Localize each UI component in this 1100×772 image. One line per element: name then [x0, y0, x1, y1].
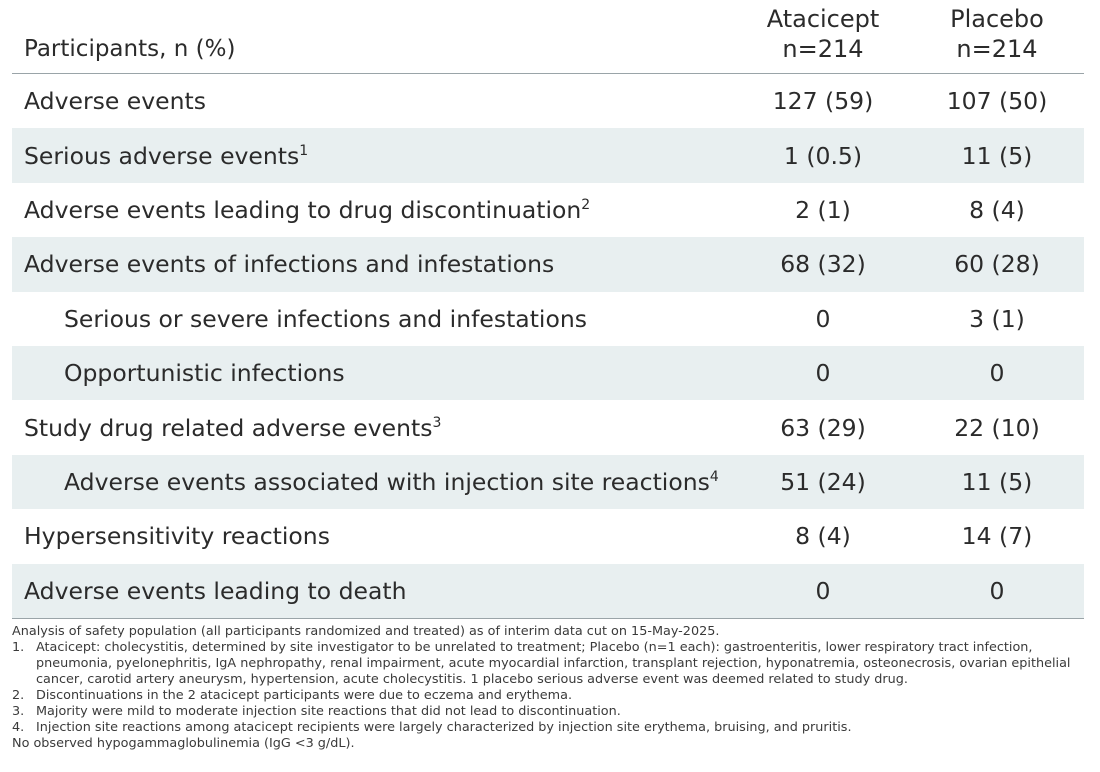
placebo-value: 107 (50): [946, 87, 1048, 116]
column-header-placebo: [912, 4, 1082, 64]
row-label: Serious adverse events$^1$: [24, 141, 309, 170]
column-name: Atacicept: [766, 5, 880, 33]
atacicept-value: 0: [815, 576, 831, 605]
atacicept-value: 51 (24): [780, 467, 866, 496]
column-n: n=214: [782, 35, 864, 63]
placebo-value: 60 (28): [954, 250, 1040, 279]
row-label: Opportunistic infections: [64, 359, 345, 388]
table-row: [12, 400, 1084, 454]
footnote-ref: 1: [299, 142, 309, 159]
footnote-item: [12, 720, 1088, 736]
atacicept-value: 0: [815, 359, 831, 388]
header-label: Participants, n (%): [24, 36, 236, 62]
footnote-ref: 4: [709, 469, 719, 486]
table-header: [12, 0, 1084, 74]
placebo-value: 22 (10): [954, 413, 1040, 442]
row-label: Serious or severe infections and infestations: [64, 304, 587, 333]
table-row: [12, 346, 1084, 400]
column-n: n=214: [956, 35, 1038, 63]
table-row: [12, 128, 1084, 182]
row-label: Hypersensitivity reactions: [24, 522, 330, 551]
placebo-value: 14 (7): [961, 522, 1033, 551]
footnote-number: 1.: [12, 640, 25, 655]
footnote-number: 2.: [12, 688, 25, 703]
column-header-atacicept: [738, 4, 908, 64]
placebo-value: 0: [989, 576, 1005, 605]
notes-outro: No observed hypogammaglobulinemia (IgG <3 g/dL).: [12, 736, 355, 751]
atacicept-value: 63 (29): [780, 413, 866, 442]
table-row: [12, 292, 1084, 346]
footnote-ref: 3: [432, 414, 442, 431]
footnote-item: [12, 704, 1088, 720]
placebo-value: 8 (4): [969, 195, 1025, 224]
table-bottom-rule: [12, 618, 1084, 619]
footnote-text: Injection site reactions among atacicept recipients were largely characterized by injection site erythema, bruising, and pruritis.: [36, 720, 852, 735]
column-name: Placebo: [950, 5, 1044, 33]
row-label: Adverse events: [24, 87, 206, 116]
placebo-value: 0: [989, 359, 1005, 388]
table-row: [12, 74, 1084, 128]
footnote-text: Atacicept: cholecystitis, determined by site investigator to be unrelated to treatment; Placebo (n=1 each): gastroenteritis, lower respiratory tract infection, pneumonia, pyelonephritis, IgA nephropathy, renal impairment, acute myocardial infarction, transplant rejection, hyponatremia, osteonecrosis, ovarian epithelial cancer, carotid artery aneurysm, hypertension, acute cholecystitis. 1 placebo serious adverse event was deemed related to study drug.: [36, 640, 1071, 687]
atacicept-value: 8 (4): [795, 522, 851, 551]
table-row: [12, 183, 1084, 237]
footnote-number: 4.: [12, 720, 25, 735]
row-label: Adverse events leading to drug discontinuation$^2$: [24, 195, 591, 224]
footnote-item: [12, 688, 1088, 704]
footnote-ref: 2: [581, 197, 591, 214]
atacicept-value: 2 (1): [795, 195, 851, 224]
atacicept-value: 68 (32): [780, 250, 866, 279]
placebo-value: 11 (5): [961, 141, 1033, 170]
table-row: [12, 509, 1084, 563]
footnote-item: [12, 640, 1088, 688]
footnote-text: Discontinuations in the 2 atacicept participants were due to eczema and erythema.: [36, 688, 573, 703]
row-label: Adverse events of infections and infestations: [24, 250, 555, 279]
row-label: Adverse events leading to death: [24, 576, 407, 605]
table-row: [12, 564, 1084, 618]
atacicept-value: 1 (0.5): [783, 141, 863, 170]
footnote-number: 3.: [12, 704, 25, 719]
row-label: Adverse events associated with injection site reactions$^4$: [64, 467, 719, 496]
footnotes: [12, 624, 1088, 752]
placebo-value: 3 (1): [969, 304, 1025, 333]
row-label: Study drug related adverse events$^3$: [24, 413, 442, 442]
footnote-text: Majority were mild to moderate injection site reactions that did not lead to discontinuation.: [36, 704, 621, 719]
adverse-events-table: [12, 0, 1084, 619]
atacicept-value: 127 (59): [772, 87, 874, 116]
atacicept-value: 0: [815, 304, 831, 333]
table-row: [12, 237, 1084, 291]
placebo-value: 11 (5): [961, 467, 1033, 496]
notes-intro: Analysis of safety population (all participants randomized and treated) as of interim data cut on 15-May-2025.: [12, 624, 720, 639]
table-row: [12, 455, 1084, 509]
